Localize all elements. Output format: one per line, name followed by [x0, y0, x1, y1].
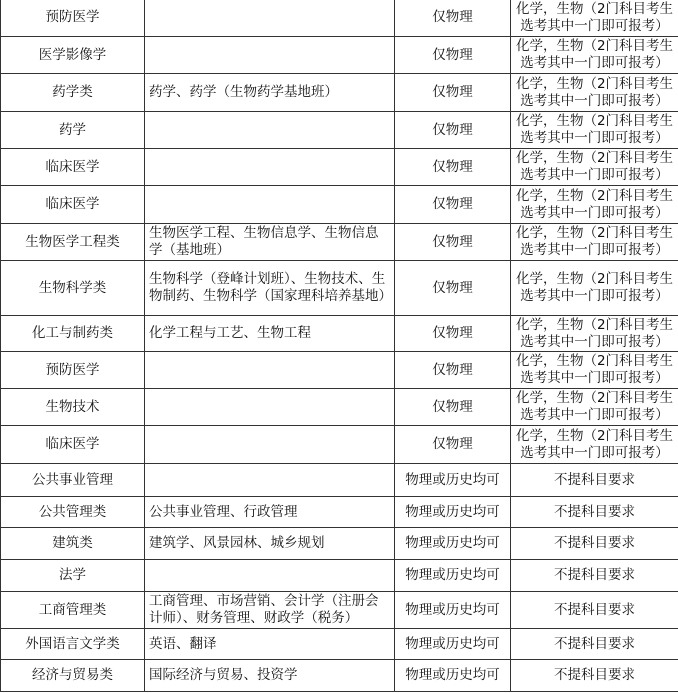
subject-cell: 物理或历史均可	[395, 629, 511, 660]
major-cell: 医学影像学	[1, 37, 145, 74]
programs-cell	[145, 464, 395, 497]
table-row	[1, 112, 678, 149]
major-cell: 预防医学	[1, 0, 145, 37]
major-cell: 公共管理类	[1, 497, 145, 528]
programs-cell	[145, 37, 395, 74]
subject-cell: 仅物理	[395, 316, 511, 352]
major-cell: 公共事业管理	[1, 464, 145, 497]
major-cell: 建筑类	[1, 528, 145, 560]
table-body	[1, 0, 678, 692]
table-row	[1, 261, 678, 316]
programs-cell: 药学、药学（生物药学基地班）	[145, 74, 395, 112]
requirement-cell: 化学，生物（2门科目考生选考其中一门即可报考）	[511, 352, 678, 389]
requirement-cell: 化学，生物（2门科目考生选考其中一门即可报考）	[511, 0, 678, 37]
subject-cell: 仅物理	[395, 352, 511, 389]
table-row	[1, 149, 678, 186]
requirement-cell: 化学，生物（2门科目考生选考其中一门即可报考）	[511, 112, 678, 149]
major-cell: 生物科学类	[1, 261, 145, 316]
table-row	[1, 464, 678, 497]
major-cell: 经济与贸易类	[1, 660, 145, 692]
major-cell: 临床医学	[1, 186, 145, 224]
programs-cell	[145, 560, 395, 592]
requirement-cell: 不提科目要求	[511, 660, 678, 692]
table-row	[1, 629, 678, 660]
requirement-cell: 化学，生物（2门科目考生选考其中一门即可报考）	[511, 224, 678, 261]
programs-cell: 工商管理、市场营销、会计学（注册会计师）、财务管理、财政学（税务）	[145, 592, 395, 629]
subject-cell: 物理或历史均可	[395, 528, 511, 560]
requirement-cell: 化学，生物（2门科目考生选考其中一门即可报考）	[511, 186, 678, 224]
requirement-cell: 不提科目要求	[511, 497, 678, 528]
major-cell: 法学	[1, 560, 145, 592]
subject-cell: 仅物理	[395, 261, 511, 316]
subject-cell: 仅物理	[395, 389, 511, 426]
subject-cell: 仅物理	[395, 186, 511, 224]
programs-cell	[145, 186, 395, 224]
major-cell: 药学类	[1, 74, 145, 112]
subject-cell: 仅物理	[395, 426, 511, 464]
programs-cell	[145, 149, 395, 186]
major-cell: 药学	[1, 112, 145, 149]
programs-cell: 公共事业管理、行政管理	[145, 497, 395, 528]
table-row	[1, 74, 678, 112]
table-row	[1, 224, 678, 261]
requirement-cell: 化学，生物（2门科目考生选考其中一门即可报考）	[511, 389, 678, 426]
requirement-cell: 化学，生物（2门科目考生选考其中一门即可报考）	[511, 37, 678, 74]
table-row	[1, 186, 678, 224]
requirement-cell: 不提科目要求	[511, 528, 678, 560]
table-row	[1, 528, 678, 560]
programs-cell	[145, 352, 395, 389]
requirement-cell: 化学，生物（2门科目考生选考其中一门即可报考）	[511, 261, 678, 316]
table-row	[1, 389, 678, 426]
programs-cell: 生物医学工程、生物信息学、生物信息学（基地班）	[145, 224, 395, 261]
table-row	[1, 560, 678, 592]
major-cell: 临床医学	[1, 149, 145, 186]
programs-cell	[145, 426, 395, 464]
programs-cell	[145, 389, 395, 426]
programs-cell: 英语、翻译	[145, 629, 395, 660]
table-row	[1, 37, 678, 74]
major-cell: 外国语言文学类	[1, 629, 145, 660]
subject-cell: 仅物理	[395, 0, 511, 37]
table-row	[1, 660, 678, 692]
requirement-cell: 化学，生物（2门科目考生选考其中一门即可报考）	[511, 426, 678, 464]
major-cell: 预防医学	[1, 352, 145, 389]
subject-cell: 物理或历史均可	[395, 464, 511, 497]
subject-cell: 仅物理	[395, 224, 511, 261]
requirement-cell: 化学，生物（2门科目考生选考其中一门即可报考）	[511, 74, 678, 112]
programs-cell: 建筑学、风景园林、城乡规划	[145, 528, 395, 560]
major-cell: 工商管理类	[1, 592, 145, 629]
major-cell: 临床医学	[1, 426, 145, 464]
programs-cell: 生物科学（登峰计划班）、生物技术、生物制药、生物科学（国家理科培养基地）	[145, 261, 395, 316]
subject-cell: 仅物理	[395, 149, 511, 186]
subject-cell: 仅物理	[395, 112, 511, 149]
major-cell: 生物技术	[1, 389, 145, 426]
requirement-cell: 不提科目要求	[511, 464, 678, 497]
subject-cell: 物理或历史均可	[395, 660, 511, 692]
requirement-cell: 不提科目要求	[511, 592, 678, 629]
programs-cell	[145, 112, 395, 149]
requirement-cell: 化学，生物（2门科目考生选考其中一门即可报考）	[511, 149, 678, 186]
subject-cell: 物理或历史均可	[395, 497, 511, 528]
requirement-cell: 化学，生物（2门科目考生选考其中一门即可报考）	[511, 316, 678, 352]
programs-cell	[145, 0, 395, 37]
table-row	[1, 352, 678, 389]
subject-cell: 仅物理	[395, 37, 511, 74]
subject-cell: 仅物理	[395, 74, 511, 112]
table-row	[1, 0, 678, 37]
subject-cell: 物理或历史均可	[395, 592, 511, 629]
table-row	[1, 592, 678, 629]
table-row	[1, 316, 678, 352]
table-row	[1, 497, 678, 528]
major-cell: 生物医学工程类	[1, 224, 145, 261]
subject-cell: 物理或历史均可	[395, 560, 511, 592]
table-row	[1, 426, 678, 464]
programs-cell: 化学工程与工艺、生物工程	[145, 316, 395, 352]
requirement-cell: 不提科目要求	[511, 560, 678, 592]
requirement-cell: 不提科目要求	[511, 629, 678, 660]
programs-cell: 国际经济与贸易、投资学	[145, 660, 395, 692]
major-cell: 化工与制药类	[1, 316, 145, 352]
